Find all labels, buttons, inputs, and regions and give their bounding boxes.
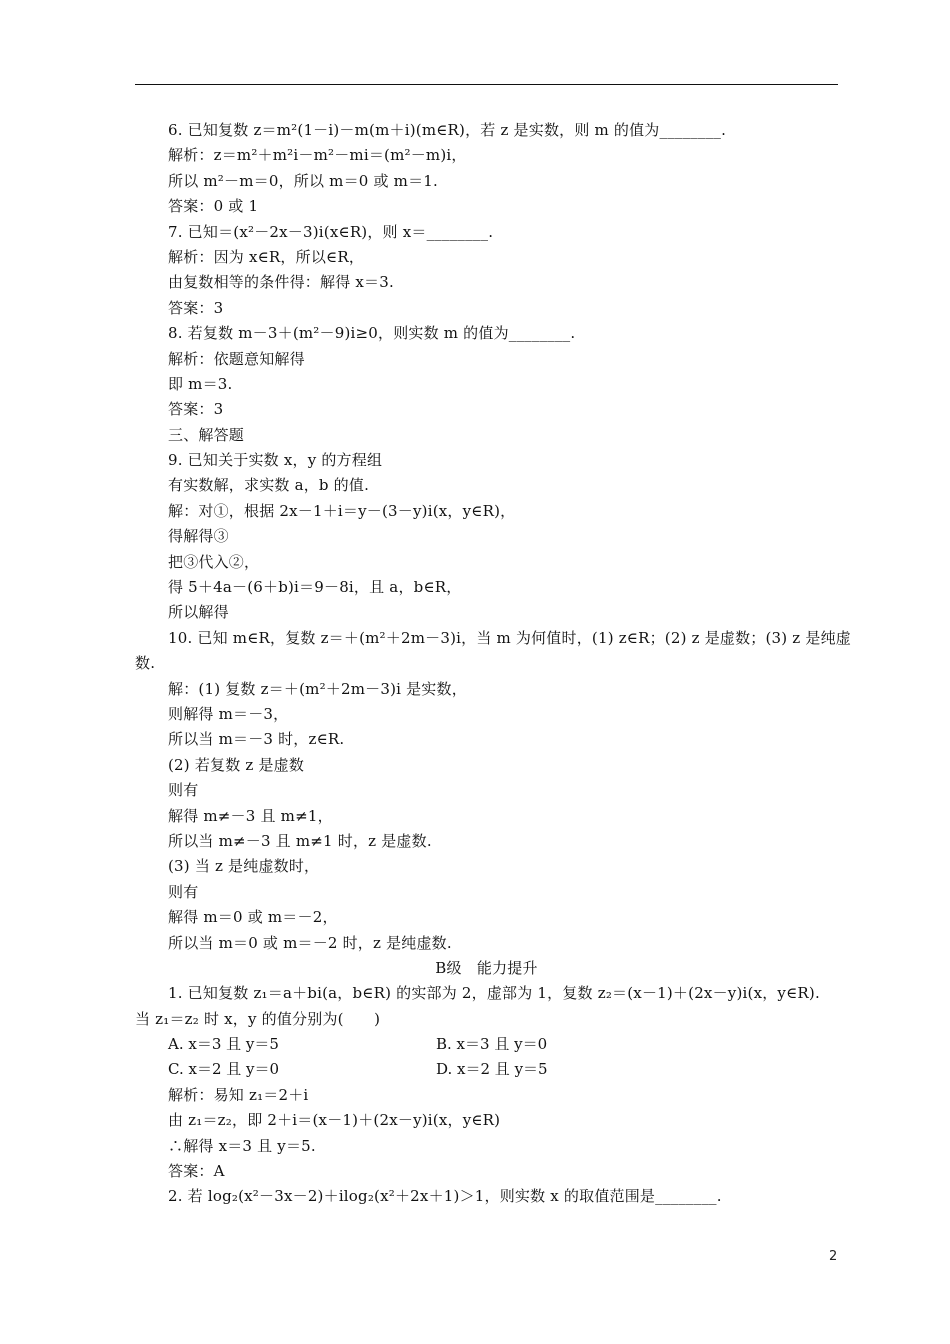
- text-line-q10-sol-1: 解：(1) 复数 z＝＋(m²＋2m－3)i 是实数，: [168, 679, 467, 698]
- document-body: [135, 118, 851, 1210]
- option-c: C. x＝2 且 y＝0: [168, 1060, 280, 1079]
- text-line-b1: 1. 已知复数 z₁＝a＋bi(a，b∈R) 的实部为 2，虚部为 1，复数 z₂＝(x－1)＋(2x－y)i(x，y∈R).: [168, 984, 820, 1003]
- lines-after-options: [168, 1083, 838, 1210]
- text-line-q9-sol-4: 得 5＋4a－(6＋b)i＝9－8i，且 a，b∈R，: [168, 578, 462, 597]
- options-row-2: [168, 1057, 838, 1082]
- text-line-q10-cont: 数.: [135, 654, 156, 673]
- option-b: B. x＝3 且 y＝0: [436, 1035, 548, 1054]
- text-line-q10-sol-8: (3) 当 z 是纯虚数时，: [168, 857, 320, 876]
- options-row-1: [168, 1032, 838, 1057]
- text-line-q9-sol-2: 得解得③: [168, 527, 229, 546]
- text-line-q9-sol-5: 所以解得: [168, 603, 229, 622]
- text-line-q6-analysis-2: 所以 m²－m＝0，所以 m＝0 或 m＝1.: [168, 171, 438, 190]
- text-line-b1-analysis-3: ∴解得 x＝3 且 y＝5.: [168, 1136, 316, 1155]
- text-line-q7-analysis-2: 由复数相等的条件得：解得 x＝3.: [168, 273, 394, 292]
- header-rule: [135, 84, 838, 85]
- text-line-q8-analysis-2: 即 m＝3.: [168, 374, 233, 393]
- text-line-q6: 6. 已知复数 z＝m²(1－i)－m(m＋i)(m∈R)，若 z 是实数，则 m 的值为________.: [168, 121, 727, 139]
- text-line-q8-answer: 答案：3: [168, 400, 224, 419]
- text-line-q8-analysis-1: 解析：依题意知解得: [168, 349, 305, 368]
- text-line-q10-sol-3: 所以当 m＝－3 时，z∈R.: [168, 730, 345, 749]
- text-line-q9-2: 有实数解，求实数 a，b 的值.: [168, 476, 370, 495]
- text-line-b2: 2. 若 log₂(x²－3x－2)＋ilog₂(x²＋2x＋1)＞1，则实数 x 的取值范围是________.: [168, 1187, 722, 1206]
- text-line-q10-sol-2: 则解得 m＝－3，: [168, 704, 289, 723]
- lines-before-options: [135, 118, 851, 1032]
- text-line-q10: 10. 已知 m∈R，复数 z＝＋(m²＋2m－3)i，当 m 为何值时，(1) z∈R；(2) z 是虚数；(3) z 是纯虚: [168, 628, 851, 647]
- text-line-q7-analysis-1: 解析：因为 x∈R，所以∈R，: [168, 247, 365, 266]
- text-line-q6-answer: 答案：0 或 1: [168, 197, 259, 216]
- text-line-q6-analysis-1: 解析：z＝m²＋m²i－m²－mi＝(m²－m)i，: [168, 146, 467, 165]
- text-line-q10-sol-11: 所以当 m＝0 或 m＝－2 时，z 是纯虚数.: [168, 933, 452, 952]
- text-line-level-b: B级 能力提升: [435, 958, 538, 977]
- page-number: 2: [829, 1249, 838, 1264]
- option-d: D. x＝2 且 y＝5: [436, 1060, 548, 1079]
- text-line-q9-sol-3: 把③代入②，: [168, 552, 260, 571]
- text-line-q9: 9. 已知关于实数 x，y 的方程组: [168, 451, 383, 470]
- text-line-b1-analysis-2: 由 z₁＝z₂，即 2＋i＝(x－1)＋(2x－y)i(x，y∈R): [168, 1111, 501, 1130]
- text-line-q10-sol-10: 解得 m＝0 或 m＝－2，: [168, 908, 338, 927]
- text-line-q7: 7. 已知＝(x²－2x－3)i(x∈R)，则 x＝________.: [168, 222, 494, 241]
- option-a: A. x＝3 且 y＝5: [168, 1035, 279, 1054]
- text-line-q7-answer: 答案：3: [168, 298, 224, 317]
- text-line-b1-answer: 答案：A: [168, 1162, 225, 1181]
- text-line-b1-analysis-1: 解析：易知 z₁＝2＋i: [168, 1085, 309, 1104]
- text-line-q8: 8. 若复数 m－3＋(m²－9)i≥0，则实数 m 的值为________.: [168, 324, 576, 343]
- text-line-q10-sol-5: 则有: [168, 781, 199, 800]
- text-line-q10-sol-7: 所以当 m≠－3 且 m≠1 时，z 是虚数.: [168, 831, 432, 850]
- text-line-b1-cont: 当 z₁＝z₂ 时 x，y 的值分别为( ): [135, 1009, 381, 1028]
- text-line-section-3: 三、解答题: [168, 425, 245, 444]
- text-line-q10-sol-4: (2) 若复数 z 是虚数: [168, 755, 305, 774]
- text-line-q10-sol-6: 解得 m≠－3 且 m≠1，: [168, 806, 333, 825]
- text-line-q9-sol-1: 解：对①，根据 2x－1＋i＝y－(3－y)i(x，y∈R)，: [168, 501, 516, 520]
- text-line-q10-sol-9: 则有: [168, 882, 199, 901]
